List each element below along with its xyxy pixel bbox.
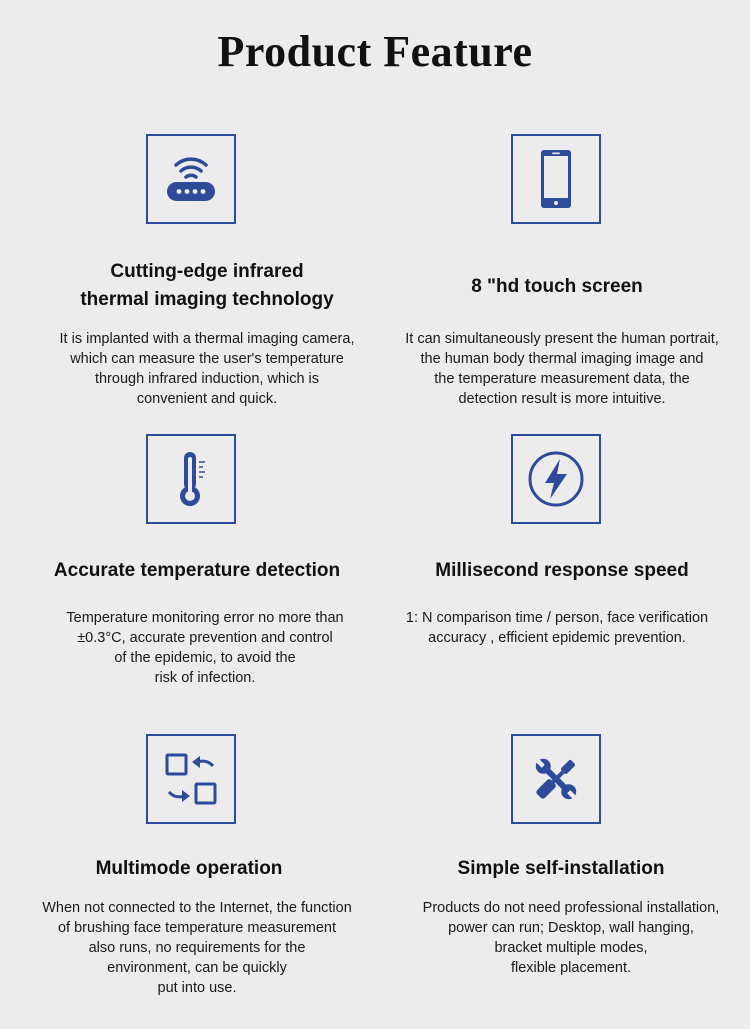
feature-title-4: Millisecond response speed xyxy=(435,560,689,581)
feature-description-5: When not connected to the Internet, the function of brushing face temperature measurement also runs, no requirements for the environment, can be quickly put into use. xyxy=(42,900,352,996)
feature-title-2: 8 "hd touch screen xyxy=(471,276,643,297)
feature-icon-box-1 xyxy=(146,134,236,224)
smartphone-icon xyxy=(528,148,584,210)
feature-icon-box-6 xyxy=(511,734,601,824)
feature-icon-box-5 xyxy=(146,734,236,824)
wifi-router-icon xyxy=(163,151,219,207)
feature-description-4: 1: N comparison time / person, face verification accuracy , efficient epidemic prevention. xyxy=(405,610,709,646)
feature-description-6: Products do not need professional installation, power can run; Desktop, wall hanging, bracket multiple modes, flexible placement. xyxy=(422,900,720,976)
feature-description-3: Temperature monitoring error no more than ±0.3°C, accurate prevention and control of the epidemic, to avoid the risk of infection. xyxy=(66,610,344,686)
feature-description-1: It is implanted with a thermal imaging camera, which can measure the user's temperature through infrared induction, which is convenient and quick. xyxy=(59,331,355,407)
feature-icon-box-3 xyxy=(146,434,236,524)
feature-title-3: Accurate temperature detection xyxy=(53,560,341,581)
feature-icon-box-4 xyxy=(511,434,601,524)
feature-title-6: Simple self-installation xyxy=(457,858,665,879)
thermometer-icon xyxy=(163,448,219,510)
feature-title-1: Cutting-edge infrared thermal imaging technology xyxy=(80,261,334,310)
page-title: Product Feature xyxy=(217,27,533,76)
tools-icon xyxy=(528,751,584,807)
feature-description-2: It can simultaneously present the human portrait, the human body thermal imaging image and the temperature measurement data, the detection result is more intuitive. xyxy=(405,331,719,407)
feature-title-5: Multimode operation xyxy=(95,858,283,879)
lightning-bolt-icon xyxy=(526,449,586,509)
feature-icon-box-2 xyxy=(511,134,601,224)
switch-mode-icon xyxy=(163,751,219,807)
